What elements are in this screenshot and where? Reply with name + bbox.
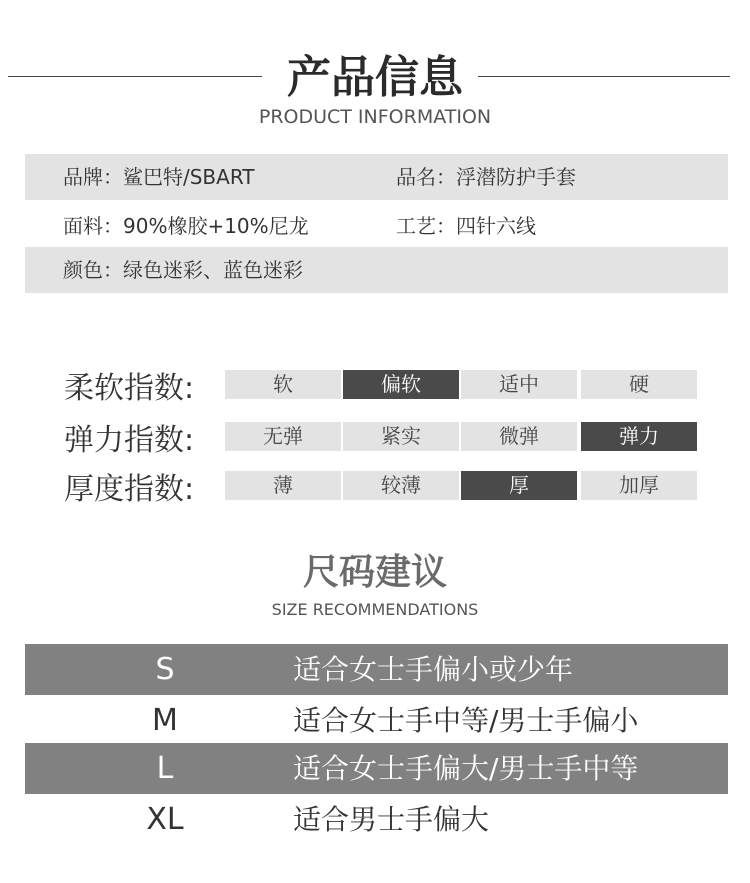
size-key: L — [156, 751, 174, 786]
info-row — [25, 203, 728, 249]
size-key: M — [152, 703, 178, 738]
size-description: 适合男士手偏大 — [293, 803, 490, 836]
size-section-subtitle: SIZE RECOMMENDATIONS — [271, 600, 479, 619]
info-color: 颜色：绿色迷彩、蓝色迷彩 — [63, 258, 303, 282]
elasticity-index-label: 弹力指数: — [64, 423, 195, 458]
size-key: S — [155, 652, 175, 687]
elasticity-option-elastic: 弹力 — [581, 422, 697, 451]
thickness-option-fairly-thin: 较薄 — [343, 471, 459, 500]
info-craft: 工艺：四针六线 — [396, 214, 536, 238]
size-row — [25, 743, 728, 794]
product-section-title: 产品信息 — [287, 52, 463, 103]
size-description: 适合女士手中等/男士手偏小 — [293, 704, 639, 737]
info-material: 面料：90%橡胶+10%尼龙 — [63, 214, 309, 238]
elasticity-option-none: 无弹 — [225, 422, 341, 451]
thickness-option-thick: 厚 — [461, 471, 577, 500]
info-row — [25, 247, 728, 293]
thickness-index-label: 厚度指数: — [64, 472, 195, 507]
info-product-name: 品名：浮潜防护手套 — [396, 165, 576, 189]
size-section-title: 尺码建议 — [302, 552, 447, 593]
softness-option-slightly-soft: 偏软 — [343, 370, 459, 399]
size-row — [25, 695, 728, 746]
size-row — [25, 794, 728, 845]
info-row — [25, 154, 728, 200]
softness-option-soft: 软 — [225, 370, 341, 399]
size-description: 适合女士手偏大/男士手中等 — [293, 752, 639, 785]
softness-option-medium: 适中 — [461, 370, 577, 399]
elasticity-option-firm: 紧实 — [343, 422, 459, 451]
product-section-subtitle: PRODUCT INFORMATION — [258, 106, 492, 128]
size-description: 适合女士手偏小或少年 — [293, 653, 574, 686]
size-row — [25, 644, 728, 695]
thickness-option-extra-thick: 加厚 — [581, 471, 697, 500]
info-brand: 品牌：鲨巴特/SBART — [63, 165, 255, 189]
elasticity-option-slight: 微弹 — [461, 422, 577, 451]
thickness-option-thin: 薄 — [225, 471, 341, 500]
softness-index-label: 柔软指数: — [64, 371, 195, 406]
size-key: XL — [146, 802, 184, 837]
softness-option-hard: 硬 — [581, 370, 697, 399]
